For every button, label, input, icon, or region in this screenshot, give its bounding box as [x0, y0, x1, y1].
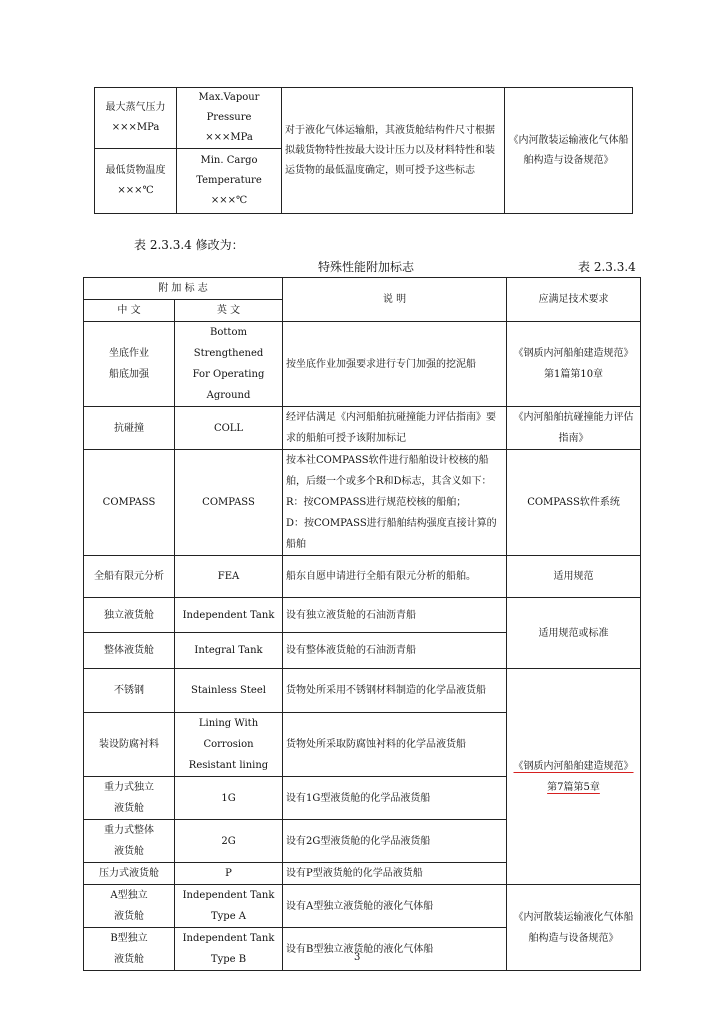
header-req: 应满足技术要求: [507, 278, 641, 322]
underlined-rule-reference: 《钢质内河船舶建造规范》第7篇第5章: [513, 760, 634, 793]
cell-req: COMPASS软件系统: [507, 450, 641, 556]
cell-en: Integral Tank: [175, 633, 283, 669]
table-row: [84, 885, 641, 928]
table-row: [95, 88, 633, 149]
cell-cn: 全船有限元分析: [84, 556, 175, 598]
cell-en: P: [175, 863, 283, 885]
cell-req: 适用规范: [507, 556, 641, 598]
cell-en: 2G: [175, 820, 283, 863]
cell-cn: 重力式整体 液货舱: [84, 820, 175, 863]
cell-en: Independent Tank: [175, 598, 283, 633]
cell-en: Independent Tank Type A: [175, 885, 283, 928]
cell-cn: 整体液货舱: [84, 633, 175, 669]
cell-desc: 设有整体液货舱的石油沥青船: [283, 633, 507, 669]
cell-en: COMPASS: [175, 450, 283, 556]
cell-desc: 货物处所采取防腐蚀衬料的化学品液货船: [283, 713, 507, 777]
cell-en: Max.Vapour Pressure ×××MPa: [177, 88, 282, 149]
cell-cn: 坐底作业 船底加强: [84, 322, 175, 407]
cell-req-gas: 《内河散装运输液化气体船舶构造与设备规范》: [507, 885, 641, 971]
cell-cn: 最低货物温度 ×××℃: [95, 149, 177, 214]
cell-desc: 设有2G型液货舱的化学品液货船: [283, 820, 507, 863]
cell-cn: B型独立 液货舱: [84, 928, 175, 971]
cell-desc: 对于液化气体运输船，其液货舱结构件尺寸根据拟载货物特性按最大设计压力以及材料特性和装运货物的最低温度确定，则可授予这些标志: [282, 88, 505, 214]
table-row: [84, 407, 641, 450]
top-table: [94, 87, 633, 214]
table-row: [84, 556, 641, 598]
cell-req: 《钢质内河船舶建造规范》第1篇第10章: [507, 322, 641, 407]
cell-en: Stainless Steel: [175, 669, 283, 713]
cell-cn: 重力式独立 液货舱: [84, 777, 175, 820]
cell-desc: 设有B型独立液货舱的液化气体船: [283, 928, 507, 971]
header-cn: 中 文: [84, 300, 175, 322]
cell-en: Bottom Strengthened For Operating Aground: [175, 322, 283, 407]
header-en: 英 文: [175, 300, 283, 322]
cell-cn: 最大蒸气压力 ×××MPa: [95, 88, 177, 149]
cell-cn: 抗碰撞: [84, 407, 175, 450]
cell-cn: A型独立 液货舱: [84, 885, 175, 928]
cell-cn: 压力式液货舱: [84, 863, 175, 885]
cell-en: FEA: [175, 556, 283, 598]
table-number: 表 2.3.3.4: [578, 260, 636, 274]
table-row: [84, 450, 641, 556]
table-title: 特殊性能附加标志: [318, 260, 415, 274]
cell-desc: 设有1G型液货舱的化学品液货船: [283, 777, 507, 820]
cell-desc: 船东自愿申请进行全船有限元分析的船舶。: [283, 556, 507, 598]
cell-desc: 设有P型液货舱的化学品液货船: [283, 863, 507, 885]
cell-en: 1G: [175, 777, 283, 820]
table-row: [84, 669, 641, 713]
cell-en: Min. Cargo Temperature ×××℃: [177, 149, 282, 214]
cell-desc: 按本社COMPASS软件进行船舶设计校核的船舶，后缀一个或多个R和D标志，其含义如下： R：按COMPASS进行规范校核的船舶； D：按COMPASS进行船舶结构强度直接计算的船舶: [283, 450, 507, 556]
cell-en: COLL: [175, 407, 283, 450]
table-row: [84, 598, 641, 633]
cell-desc: 按坐底作业加强要求进行专门加强的挖泥船: [283, 322, 507, 407]
cell-cn: 装设防腐衬料: [84, 713, 175, 777]
cell-desc: 设有独立液货舱的石油沥青船: [283, 598, 507, 633]
amend-note: 表 2.3.3.4 修改为：: [134, 238, 244, 252]
cell-en: Independent Tank Type B: [175, 928, 283, 971]
cell-cn: COMPASS: [84, 450, 175, 556]
header-notation: 附 加 标 志: [84, 278, 283, 300]
cell-req: 《内河船舶抗碰撞能力评估指南》: [507, 407, 641, 450]
header-desc: 说 明: [283, 278, 507, 322]
cell-en: Lining With Corrosion Resistant lining: [175, 713, 283, 777]
cell-req-chemical: [507, 669, 641, 885]
cell-cn: 不锈钢: [84, 669, 175, 713]
header-row: [84, 278, 641, 300]
cell-req-tanks: 适用规范或标准: [507, 598, 641, 669]
cell-req: 《内河散装运输液化气体船舶构造与设备规范》: [505, 88, 633, 214]
page-number: 3: [354, 952, 361, 963]
table-row: [84, 322, 641, 407]
cell-cn: 独立液货舱: [84, 598, 175, 633]
cell-desc: 货物处所采用不锈钢材料制造的化学品液货船: [283, 669, 507, 713]
notation-table: [83, 277, 641, 971]
cell-desc: 设有A型独立液货舱的液化气体船: [283, 885, 507, 928]
cell-desc: 经评估满足《内河船舶抗碰撞能力评估指南》要求的船舶可授予该附加标记: [283, 407, 507, 450]
